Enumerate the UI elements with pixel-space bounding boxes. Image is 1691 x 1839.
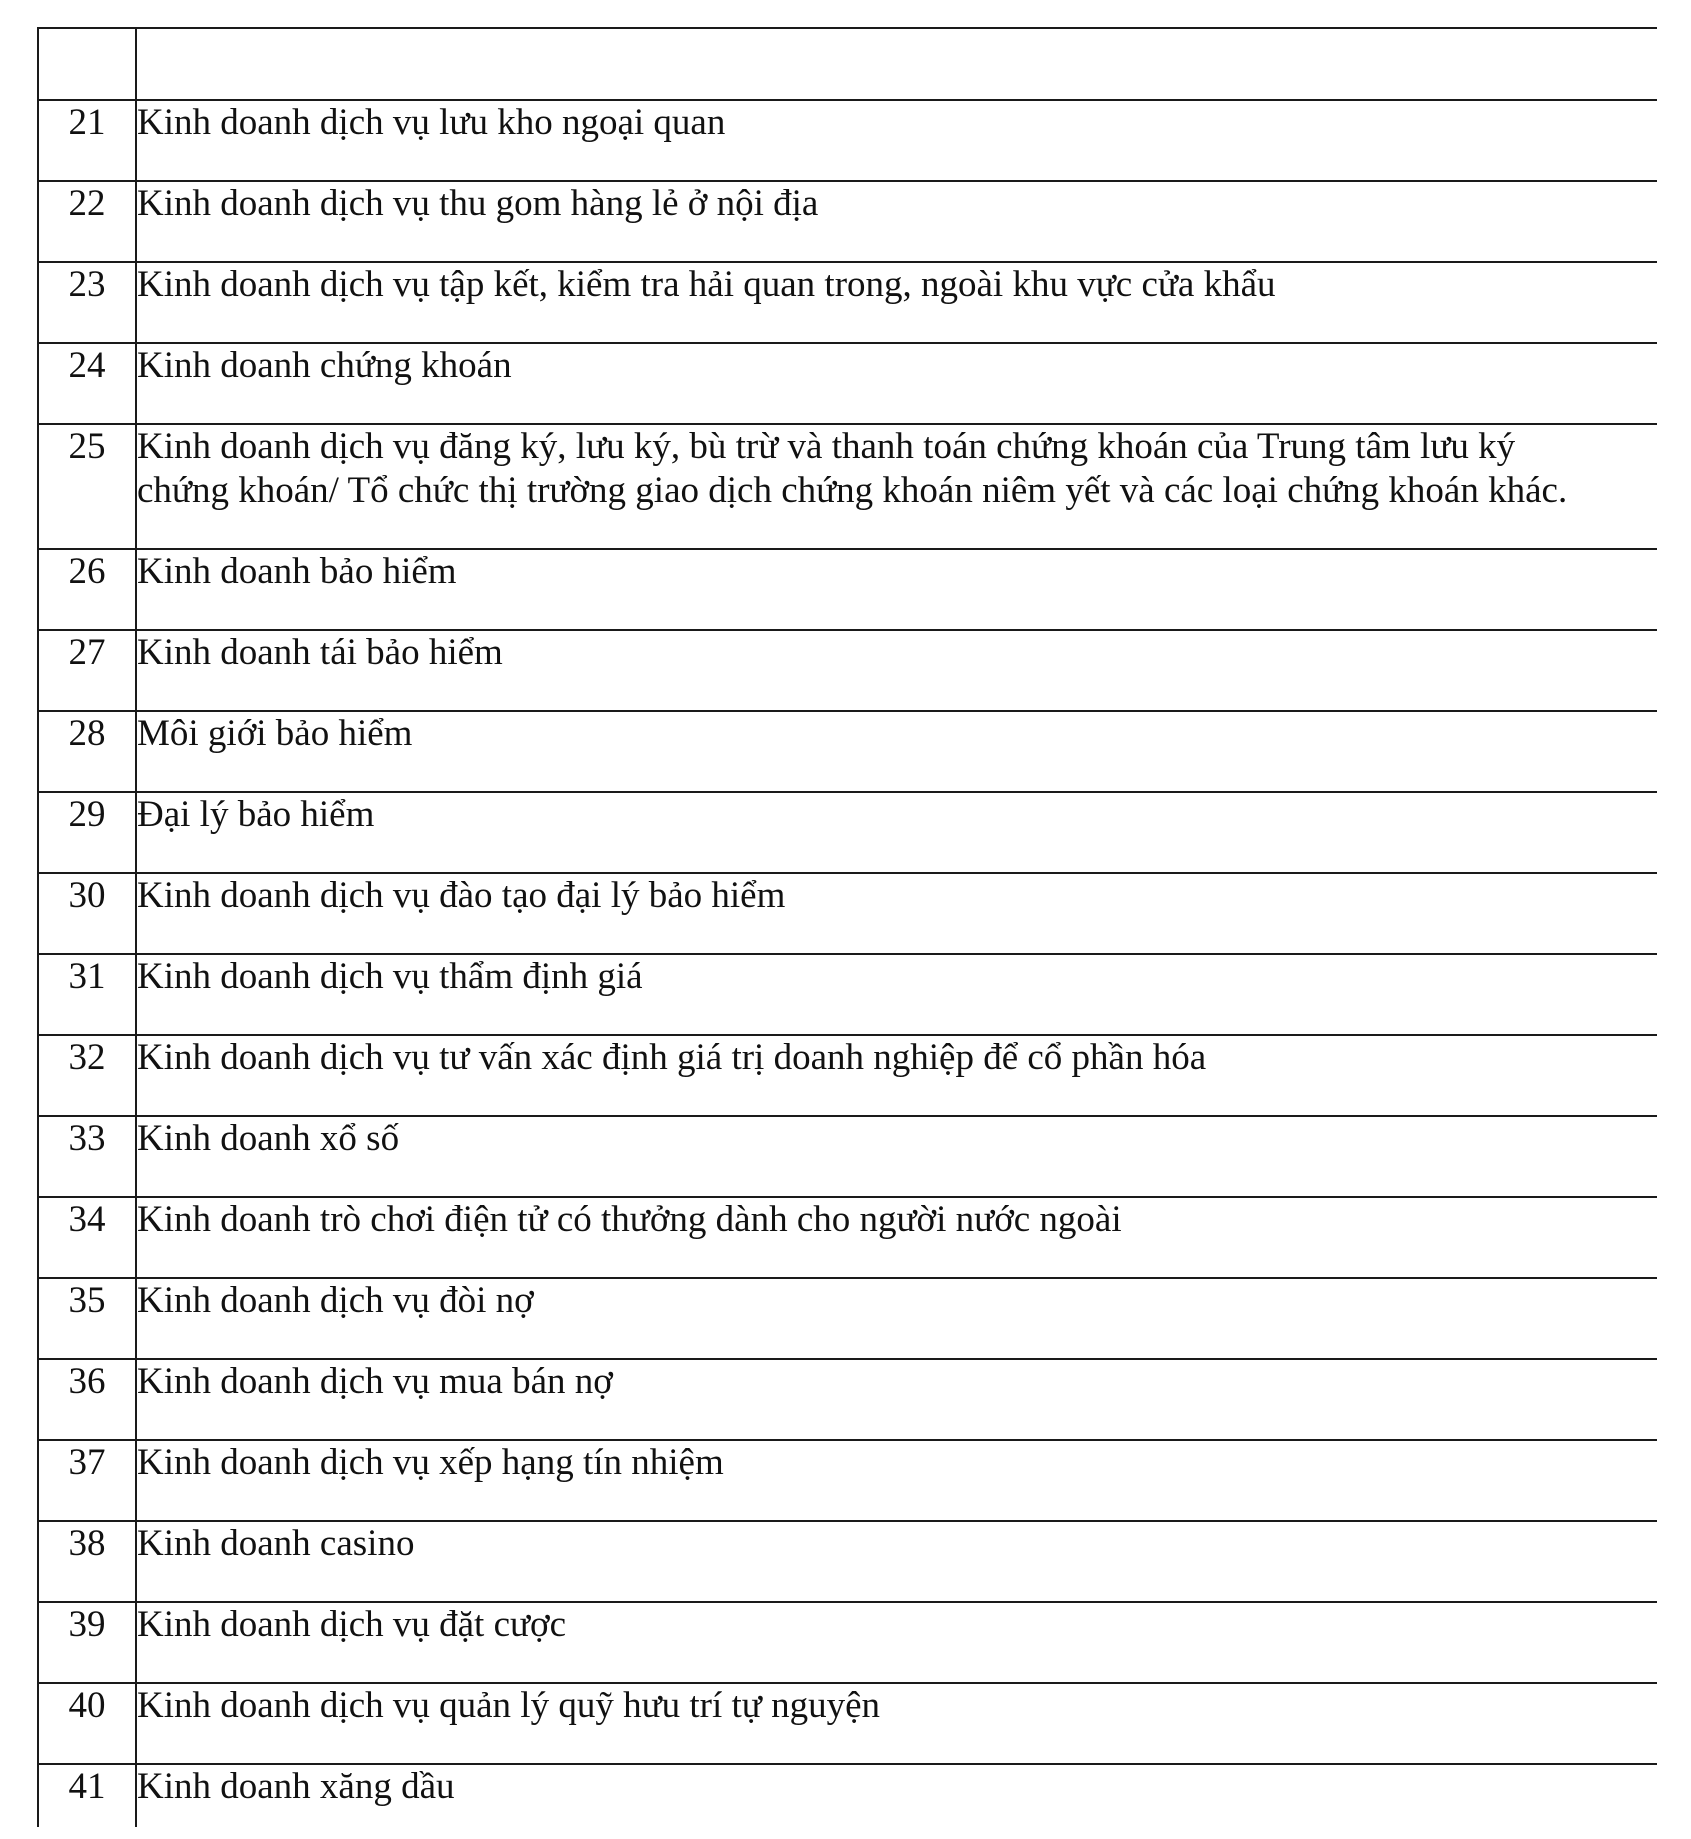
row-number: 21 — [38, 100, 136, 181]
table-row — [38, 792, 1657, 873]
row-number: 40 — [38, 1683, 136, 1764]
row-description: Kinh doanh dịch vụ xếp hạng tín nhiệm — [136, 1440, 1657, 1521]
row-description — [136, 424, 1657, 549]
row-description: Kinh doanh dịch vụ tư vấn xác định giá trị doanh nghiệp để cổ phần hóa — [136, 1035, 1657, 1116]
header-num-cell — [38, 28, 136, 100]
row-description: Kinh doanh casino — [136, 1521, 1657, 1602]
row-description: Đại lý bảo hiểm — [136, 792, 1657, 873]
row-description: Kinh doanh trò chơi điện tử có thưởng dành cho người nước ngoài — [136, 1197, 1657, 1278]
row-number: 26 — [38, 549, 136, 630]
table-row — [38, 1602, 1657, 1683]
row-number: 35 — [38, 1278, 136, 1359]
row-number: 22 — [38, 181, 136, 262]
table-row — [38, 1764, 1657, 1827]
table-row — [38, 711, 1657, 792]
row-number: 32 — [38, 1035, 136, 1116]
table-row — [38, 1035, 1657, 1116]
table-row — [38, 1440, 1657, 1521]
row-number: 29 — [38, 792, 136, 873]
row-number: 36 — [38, 1359, 136, 1440]
row-number: 39 — [38, 1602, 136, 1683]
row-description: Kinh doanh dịch vụ thẩm định giá — [136, 954, 1657, 1035]
row-number: 24 — [38, 343, 136, 424]
row-number: 27 — [38, 630, 136, 711]
header-desc-cell — [136, 28, 1657, 100]
row-number: 25 — [38, 424, 136, 549]
table-row — [38, 343, 1657, 424]
row-description: Kinh doanh dịch vụ mua bán nợ — [136, 1359, 1657, 1440]
table-row — [38, 424, 1657, 549]
table-row — [38, 1359, 1657, 1440]
row-description-line-2: chứng khoán/ Tổ chức thị trường giao dịch chứng khoán niêm yết và các loại chứng khoán khác. — [137, 470, 1568, 511]
row-description: Kinh doanh bảo hiểm — [136, 549, 1657, 630]
row-description: Kinh doanh dịch vụ quản lý quỹ hưu trí tự nguyện — [136, 1683, 1657, 1764]
row-description-line-1: Kinh doanh dịch vụ đăng ký, lưu ký, bù trừ và thanh toán chứng khoán của Trung tâm lưu ký — [137, 426, 1516, 467]
row-description: Kinh doanh chứng khoán — [136, 343, 1657, 424]
row-number: 41 — [38, 1764, 136, 1827]
table-row — [38, 954, 1657, 1035]
row-number: 38 — [38, 1521, 136, 1602]
row-number: 34 — [38, 1197, 136, 1278]
row-description: Kinh doanh dịch vụ đòi nợ — [136, 1278, 1657, 1359]
table-row — [38, 630, 1657, 711]
business-list-table — [37, 27, 1657, 1827]
row-number: 28 — [38, 711, 136, 792]
row-description: Kinh doanh dịch vụ đặt cược — [136, 1602, 1657, 1683]
table-row — [38, 549, 1657, 630]
row-number: 30 — [38, 873, 136, 954]
row-description: Kinh doanh dịch vụ thu gom hàng lẻ ở nội địa — [136, 181, 1657, 262]
table-row — [38, 262, 1657, 343]
row-number: 23 — [38, 262, 136, 343]
row-description: Kinh doanh tái bảo hiểm — [136, 630, 1657, 711]
table-row — [38, 1521, 1657, 1602]
table-header-row — [38, 28, 1657, 100]
row-description: Kinh doanh xổ số — [136, 1116, 1657, 1197]
row-number: 37 — [38, 1440, 136, 1521]
row-description: Kinh doanh dịch vụ tập kết, kiểm tra hải quan trong, ngoài khu vực cửa khẩu — [136, 262, 1657, 343]
table-row — [38, 873, 1657, 954]
table-row — [38, 1116, 1657, 1197]
table-row — [38, 181, 1657, 262]
table-row — [38, 100, 1657, 181]
row-number: 33 — [38, 1116, 136, 1197]
document-page — [37, 27, 1657, 1827]
table-row — [38, 1278, 1657, 1359]
row-description: Môi giới bảo hiểm — [136, 711, 1657, 792]
table-row — [38, 1683, 1657, 1764]
row-description: Kinh doanh dịch vụ đào tạo đại lý bảo hiểm — [136, 873, 1657, 954]
row-description: Kinh doanh dịch vụ lưu kho ngoại quan — [136, 100, 1657, 181]
table-row — [38, 1197, 1657, 1278]
row-description: Kinh doanh xăng dầu — [136, 1764, 1657, 1827]
row-number: 31 — [38, 954, 136, 1035]
